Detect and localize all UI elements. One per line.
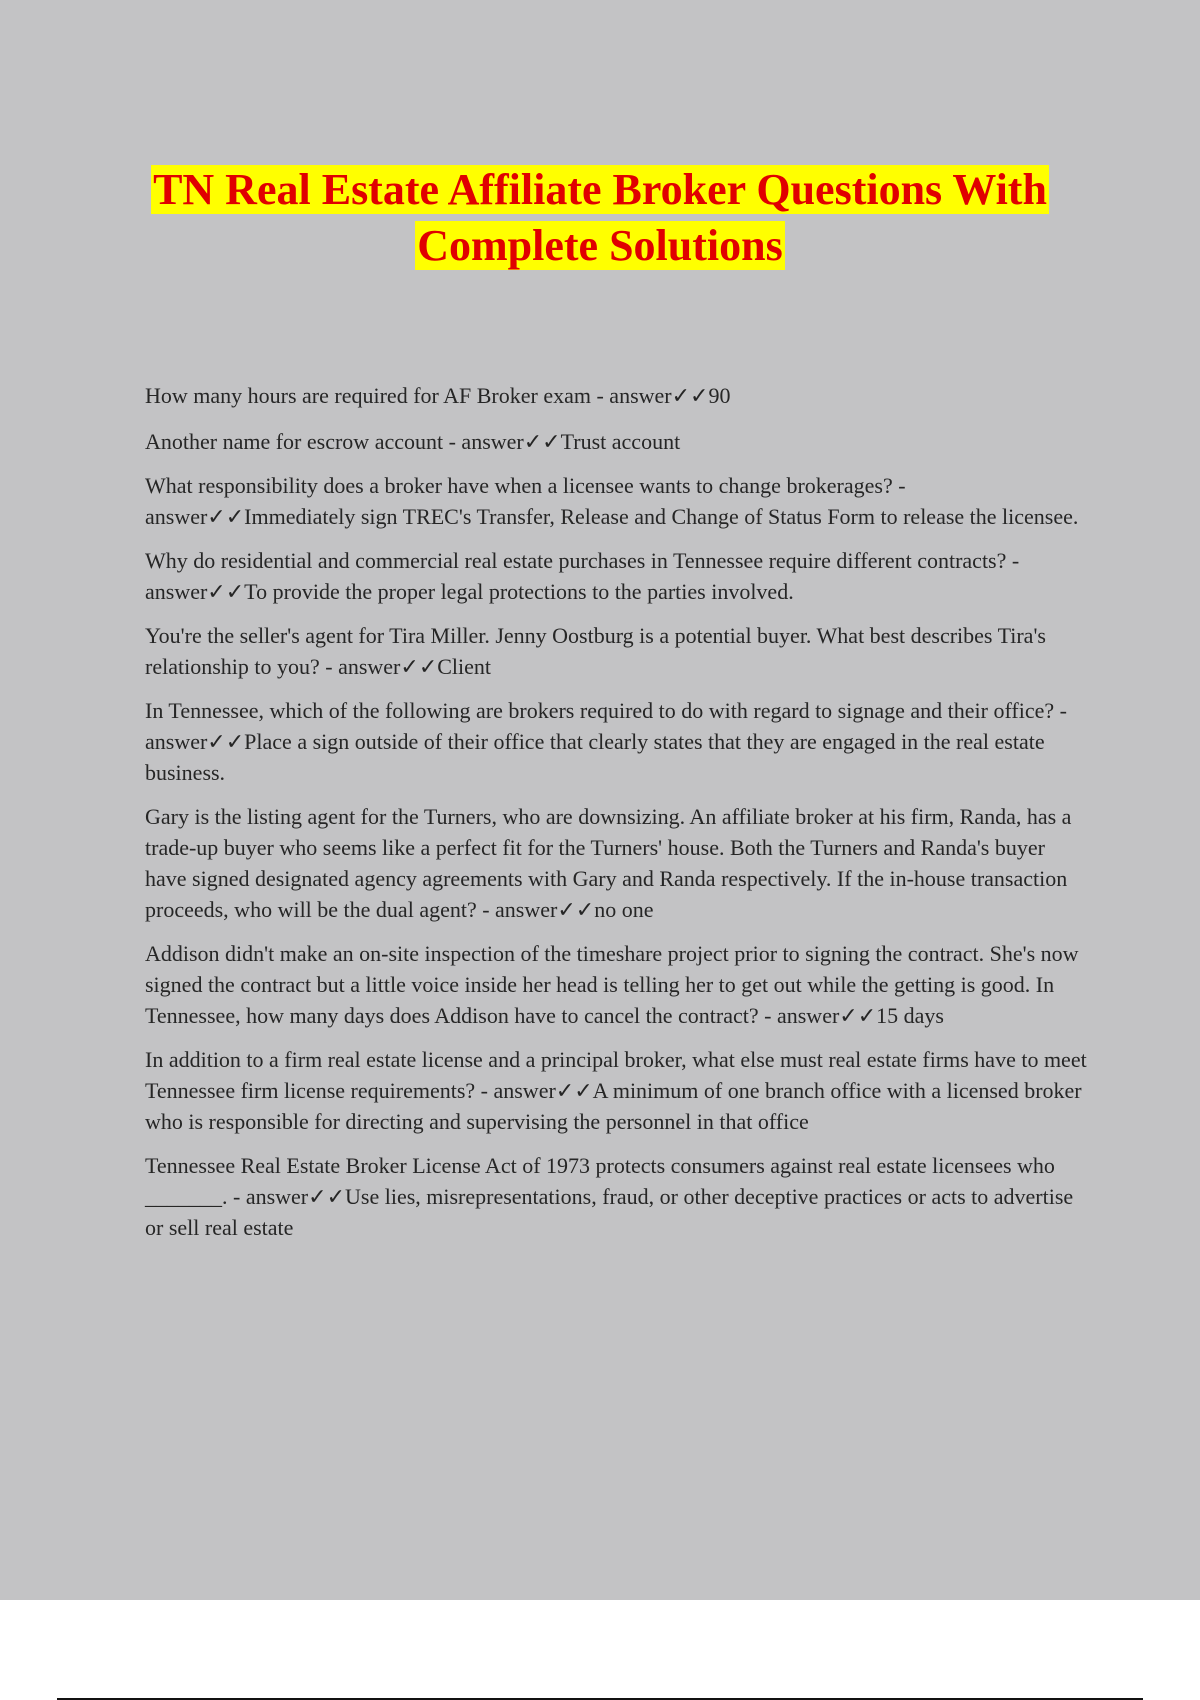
- qa-item: [145, 1044, 1090, 1137]
- qa-item: [145, 545, 1090, 607]
- answer-marker: - answer✓✓: [443, 429, 561, 454]
- qa-item: [145, 380, 1090, 411]
- answer-text: 15 days: [876, 1003, 944, 1028]
- title-highlight-2: Complete Solutions: [417, 221, 783, 270]
- answer-marker: - answer✓✓: [145, 548, 1020, 604]
- question-text: How many hours are required for AF Broker exam: [145, 383, 591, 408]
- answer-text: Place a sign outside of their office that clearly states that they are engaged in the real estate business.: [145, 729, 1045, 785]
- qa-item: [145, 801, 1090, 925]
- answer-marker: - answer✓✓: [758, 1003, 877, 1028]
- question-text: Addison didn't make an on-site inspection of the timeshare project prior to signing the contract. She's now signed the contract but a little voice inside her head is telling her to get out while the getting is good. In Tennessee, how many days does Addison have to cancel the contract?: [145, 941, 1079, 1028]
- answer-text: Client: [437, 654, 492, 679]
- title-line-2: [0, 218, 1200, 274]
- answer-marker: - answer✓✓: [590, 383, 709, 408]
- document-title: [0, 162, 1200, 274]
- question-text: You're the seller's agent for Tira Miller. Jenny Oostburg is a potential buyer. What best describes Tira's relationship to you?: [145, 623, 1046, 679]
- qa-item: [145, 695, 1090, 788]
- answer-marker: - answer✓✓: [475, 1078, 593, 1103]
- question-text: Gary is the listing agent for the Turners, who are downsizing. An affiliate broker at his firm, Randa, has a trade-up buyer who seems like a perfect fit for the Turners' house. Both the Turners and Randa's buyer have signed designated agency agreements with Gary and Randa respectively. If the in-house transaction proceeds, who will be the dual agent?: [145, 804, 1072, 922]
- title-highlight-1: TN Real Estate Affiliate Broker Questions With: [153, 165, 1047, 214]
- answer-text: Immediately sign TREC's Transfer, Release and Change of Status Form to release the licensee.: [244, 504, 1079, 529]
- question-text: In Tennessee, which of the following are brokers required to do with regard to signage and their office?: [145, 698, 1055, 723]
- title-line-1: [0, 162, 1200, 218]
- qa-item: [145, 1150, 1090, 1243]
- qa-item: [145, 938, 1090, 1031]
- question-text: What responsibility does a broker have when a licensee wants to change brokerages?: [145, 473, 893, 498]
- question-text: In addition to a firm real estate license and a principal broker, what else must real estate firms have to meet Tennessee firm license requirements?: [145, 1047, 1087, 1103]
- answer-text: 90: [708, 383, 731, 408]
- qa-item: [145, 470, 1090, 532]
- qa-item: [145, 620, 1090, 682]
- question-text: Tennessee Real Estate Broker License Act of 1973 protects consumers against real estate licensees who _______.: [145, 1153, 1055, 1209]
- answer-text: no one: [594, 897, 654, 922]
- qa-item: [145, 426, 1090, 457]
- qa-list: [145, 380, 1090, 1256]
- question-text: Why do residential and commercial real estate purchases in Tennessee require different contracts?: [145, 548, 1007, 573]
- answer-text: Use lies, misrepresentations, fraud, or other deceptive practices or acts to advertise or sell real estate: [145, 1184, 1074, 1240]
- question-text: Another name for escrow account: [145, 429, 444, 454]
- answer-marker: - answer✓✓: [145, 698, 1067, 754]
- answer-marker: - answer✓✓: [227, 1184, 345, 1209]
- answer-text: Trust account: [560, 429, 681, 454]
- answer-text: To provide the proper legal protections to the parties involved.: [244, 579, 794, 604]
- answer-text: A minimum of one branch office with a licensed broker who is responsible for directing and supervising the personnel in that office: [145, 1078, 1082, 1134]
- answer-marker: - answer✓✓: [476, 897, 595, 922]
- answer-marker: - answer✓✓: [319, 654, 438, 679]
- answer-marker: - answer✓✓: [145, 473, 906, 529]
